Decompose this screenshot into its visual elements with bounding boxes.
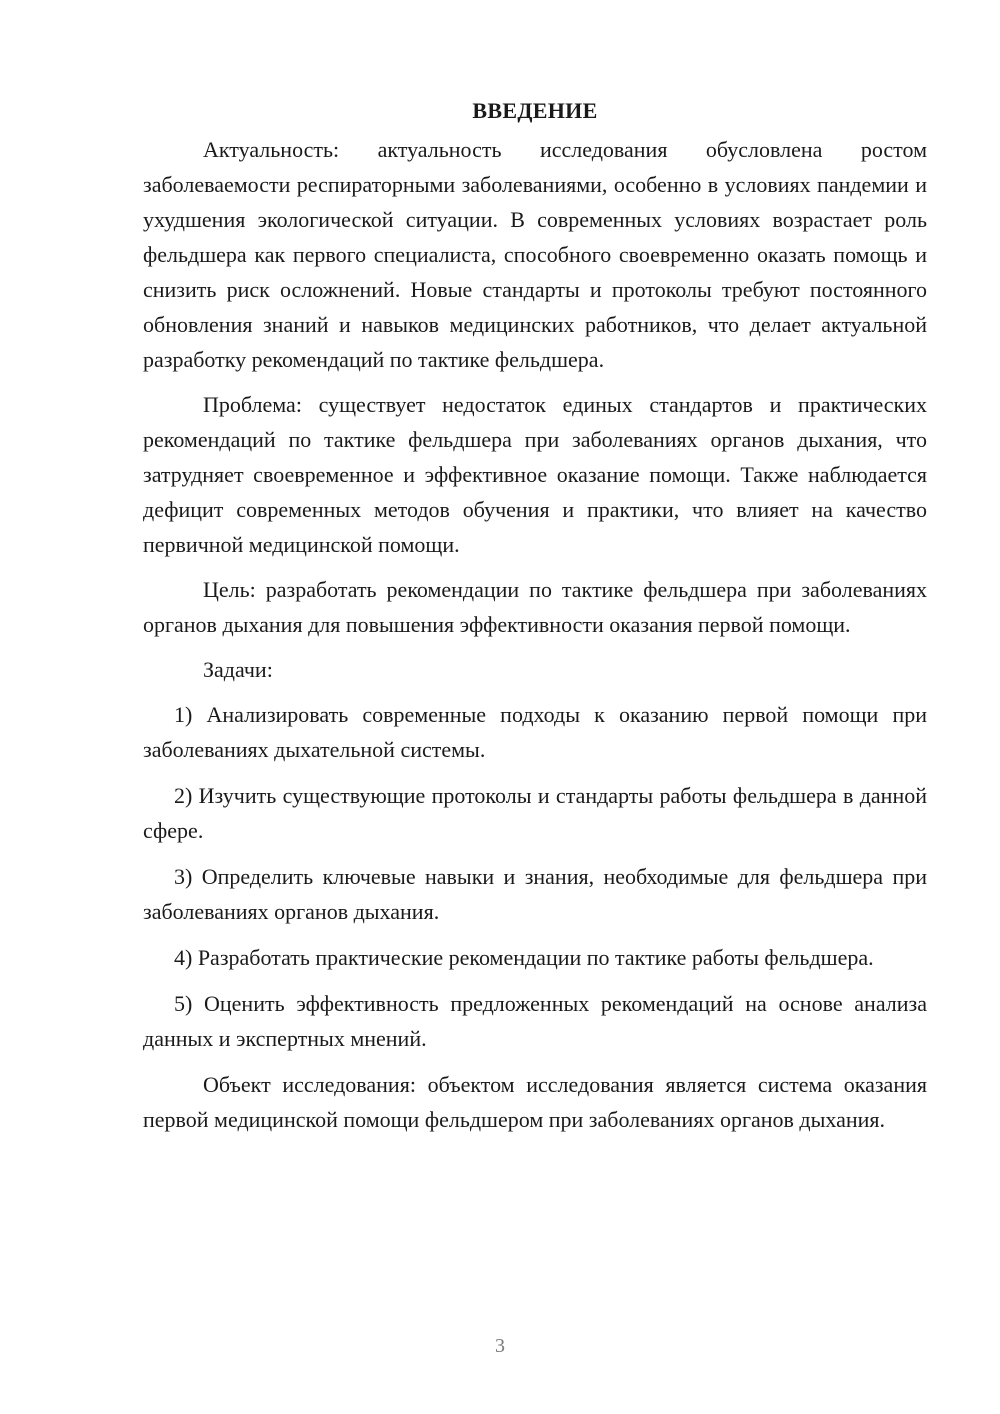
task-item-2: 2) Изучить существующие протоколы и стандарты работы фельдшера в данной сфере.	[143, 783, 927, 843]
document-page	[143, 96, 927, 1147]
paragraph-relevance: Актуальность: актуальность исследования обусловлена ростом заболеваемости респираторными заболеваниями, особенно в условиях пандемии и ухудшения экологической ситуации. В современных условиях возрастает роль фельдшера как первого специалиста, способного своевременно оказать помощь и снизить риск осложнений. Новые стандарты и протоколы требуют постоянного обновления знаний и навыков медицинских работников, что делает актуальной разработку рекомендаций по тактике фельдшера.	[143, 137, 927, 372]
tasks-heading: Задачи:	[203, 657, 273, 682]
paragraph-problem: Проблема: существует недостаток единых стандартов и практических рекомендаций по тактике фельдшера при заболеваниях органов дыхания, что затрудняет своевременное и эффективное оказание помощи. Также наблюдается дефицит современных методов обучения и практики, что влияет на качество первичной медицинской помощи.	[143, 392, 927, 557]
page-number: 3	[495, 1335, 505, 1357]
task-item-3: 3) Определить ключевые навыки и знания, необходимые для фельдшера при заболеваниях органов дыхания.	[143, 864, 927, 924]
paragraph-object: Объект исследования: объектом исследования является система оказания первой медицинской помощи фельдшером при заболеваниях органов дыхания.	[143, 1072, 927, 1132]
task-item-5: 5) Оценить эффективность предложенных рекомендаций на основе анализа данных и экспертных мнений.	[143, 991, 927, 1051]
paragraph-goal: Цель: разработать рекомендации по тактике фельдшера при заболеваниях органов дыхания для повышения эффективности оказания первой помощи.	[143, 577, 927, 637]
task-item-4: 4) Разработать практические рекомендации по тактике работы фельдшера.	[174, 945, 874, 970]
section-title: ВВЕДЕНИЕ	[472, 98, 598, 123]
task-item-1: 1) Анализировать современные подходы к оказанию первой помощи при заболеваниях дыхательной системы.	[143, 702, 927, 762]
